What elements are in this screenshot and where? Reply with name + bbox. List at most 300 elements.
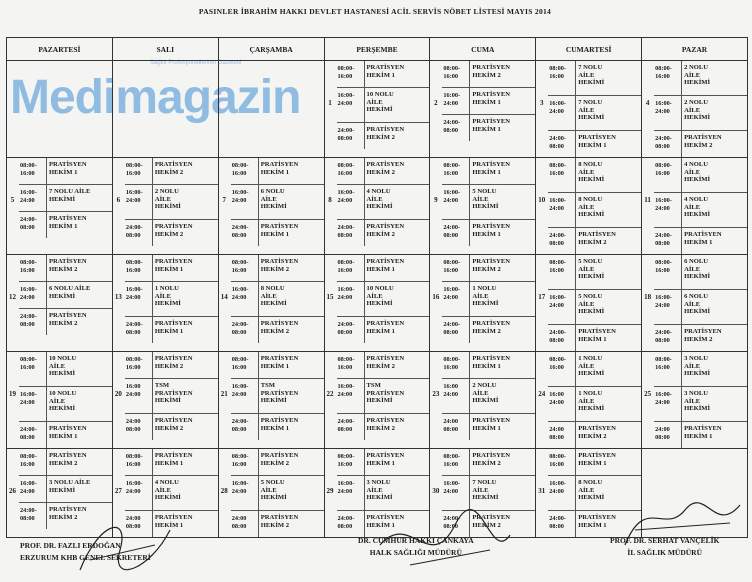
shift-time: 08:00- 16:00 [654,61,682,95]
day-number: 22 [326,390,334,398]
shift-row [337,379,430,414]
shift-staff: PRATİSYEN HEKİM 1 [154,258,193,273]
shift-staff: 1 NOLU AİLE HEKİMİ [578,355,605,378]
shift-time: 16:00- 24:00 [442,185,470,219]
day-number: 31 [538,487,546,495]
day-cell [324,352,430,449]
watermark-logo: Medimagazin [10,71,301,124]
shift-row [442,158,535,185]
shift-row [548,449,641,476]
shift-row [337,414,430,440]
shift-staff: 7 NOLU AİLE HEKİMİ [578,99,605,122]
shift-staff: PRATİSYEN HEKİM 2 [578,231,616,246]
shift-time: 24:00- 08:00 [19,309,47,335]
shift-row [337,352,430,379]
empty-day-cell [112,61,218,158]
shift-list [337,158,430,246]
shift-staff: PRATİSYEN HEKİM 1 [154,514,193,529]
signatory-name: PROF. DR. FAZLI ERDOĞAN [20,541,121,550]
signature-block-2 [358,535,474,559]
shift-time: 24:00- 08:00 [125,220,153,246]
shift-staff: 10 NOLU AİLE HEKİMİ [49,390,77,413]
header-wednesday: ÇARŞAMBA [218,38,324,61]
shift-staff: 4 NOLU AİLE HEKİMİ [684,161,711,184]
day-cell [7,158,113,255]
shift-time: 16:00- 24:00 [125,476,153,510]
day-number: 30 [432,487,440,495]
shift-list [654,158,747,254]
shift-list [548,158,641,254]
shift-list [337,61,430,149]
shift-row [548,61,641,96]
shift-time: 16:00 24:00 [125,379,153,413]
day-number: 19 [9,390,16,398]
shift-row [654,96,747,131]
empty-day-cell [218,61,324,158]
shift-list [125,255,218,343]
shift-staff: PRATİSYEN HEKİM 2 [260,452,299,467]
shift-time: 24:00- 08:00 [231,220,259,246]
shift-staff: TSM PRATİSYEN HEKİMİ [260,382,299,405]
shift-row [442,185,535,220]
shift-staff: 8 NOLU AİLE HEKİMİ [578,161,605,184]
shift-time: 16:00- 24:00 [231,185,259,219]
shift-time: 24:00- 08:00 [125,317,153,343]
shift-time: 16:00 24:00 [442,379,470,413]
shift-row [125,379,218,414]
shift-staff: PRATİSYEN HEKİM 2 [578,425,616,440]
shift-staff: PRATİSYEN HEKİM 2 [366,126,405,141]
shift-row [231,449,324,476]
shift-staff: 3 NOLU AİLE HEKİMİ [366,479,393,502]
day-number: 12 [9,293,16,301]
shift-row [337,158,430,185]
shift-time: 16:00- 24:00 [442,88,470,114]
shift-row [654,131,747,157]
watermark-subtitle: Sağlık Profesyonellerinin Gazetesi [150,60,242,66]
week-row [7,158,748,255]
shift-row [548,422,641,448]
shift-time: 08:00- 16:00 [548,61,576,95]
day-cell [430,352,536,449]
day-number: 21 [220,390,228,398]
shift-staff: 2 NOLU AİLE HEKİMİ [472,382,499,405]
day-number: 10 [538,196,546,204]
shift-time: 24:00- 08:00 [442,511,470,537]
shift-row [125,185,218,220]
shift-row [231,282,324,317]
day-cell [218,158,324,255]
day-cell [430,158,536,255]
shift-staff: PRATİSYEN HEKİM 1 [366,64,405,79]
header-saturday: CUMARTESİ [536,38,642,61]
shift-list [125,158,218,246]
shift-row [19,422,112,448]
shift-row [548,193,641,228]
shift-staff: PRATİSYEN HEKİM 1 [472,355,510,370]
day-number: 8 [328,196,332,204]
shift-staff: 5 NOLU AİLE HEKİMİ [578,293,605,316]
shift-list [654,352,747,448]
shift-time: 24:00 08:00 [125,414,153,440]
shift-time: 24:00- 08:00 [548,511,576,537]
shift-staff: 2 NOLU AİLE HEKİMİ [154,188,181,211]
shift-staff: 1 NOLU AİLE HEKİMİ [578,390,605,413]
shift-row [337,61,430,88]
shift-staff: 3 NOLU AİLE HEKİMİ [684,390,711,413]
day-cell [536,255,642,352]
day-number: 17 [538,293,546,301]
shift-staff: PRATİSYEN HEKİM 2 [472,514,510,529]
day-number: 15 [326,293,334,301]
shift-row [442,255,535,282]
shift-row [337,255,430,282]
duty-schedule-table [6,37,748,538]
day-number: 25 [644,390,652,398]
shift-staff: 2 NOLU AİLE HEKİMİ [684,64,711,87]
shift-staff: 6 NOLU AİLE HEKİMİ [260,188,287,211]
shift-list [19,158,112,238]
shift-staff: PRATİSYEN HEKİM 1 [684,425,722,440]
shift-staff: PRATİSYEN HEKİM 1 [154,452,193,467]
shift-time: 16:00- 24:00 [337,476,365,510]
day-cell [642,158,748,255]
shift-time: 16:00 24:00 [548,387,576,421]
shift-staff: 6 NOLU AİLE HEKİMİ [684,258,711,281]
shift-time: 08:00- 16:00 [548,352,576,386]
shift-list [231,158,324,246]
shift-staff: 7 NOLU AİLE HEKİMİ [49,188,91,203]
shift-staff: PRATİSYEN HEKİM 2 [154,161,193,176]
shift-staff: 4 NOLU AİLE HEKİMİ [366,188,393,211]
day-number: 9 [434,196,438,204]
shift-staff: PRATİSYEN HEKİM 1 [472,118,510,133]
shift-staff: PRATİSYEN HEKİM 1 [366,258,405,273]
day-number: 6 [116,196,121,204]
week-row [7,61,748,158]
shift-staff: PRATİSYEN HEKİM 1 [472,223,510,238]
shift-time: 08:00- 16:00 [337,158,365,184]
shift-list [337,352,430,440]
day-number: 4 [645,99,650,107]
shift-time: 08:00- 16:00 [442,449,470,475]
shift-time: 24:00- 08:00 [548,325,576,351]
shift-time: 24:00 08:00 [125,511,153,537]
shift-row [231,511,324,537]
shift-time: 24:00- 08:00 [19,212,47,238]
shift-row [19,158,112,185]
shift-row [231,476,324,511]
shift-row [654,228,747,254]
shift-time: 16:00- 24:00 [548,476,576,510]
shift-row [231,379,324,414]
shift-staff: PRATİSYEN HEKİM 1 [472,91,510,106]
shift-time: 16:00- 24:00 [19,282,47,308]
shift-staff: PRATİSYEN HEKİM 1 [472,161,510,176]
shift-row [442,414,535,440]
day-cell [642,352,748,449]
day-cell [112,158,218,255]
shift-staff: PRATİSYEN HEKİM 1 [578,452,616,467]
day-number: 26 [9,487,16,495]
day-cell [218,352,324,449]
day-cell [430,255,536,352]
shift-row [19,309,112,335]
shift-staff: PRATİSYEN HEKİM 1 [49,215,87,230]
shift-staff: 10 NOLU AİLE HEKİMİ [366,91,394,114]
day-cell [324,255,430,352]
shift-staff: PRATİSYEN HEKİM 2 [260,258,299,273]
shift-time: 08:00- 16:00 [442,255,470,281]
shift-time: 08:00- 16:00 [548,449,576,475]
shift-row [337,282,430,317]
shift-time: 16:00- 24:00 [231,379,259,413]
shift-row [337,88,430,123]
shift-staff: PRATİSYEN HEKİM 2 [366,355,405,370]
shift-staff: 7 NOLU AİLE HEKİMİ [578,64,605,87]
shift-row [654,255,747,290]
day-number: 13 [114,293,122,301]
shift-staff: 1 NOLU AİLE HEKİMİ [472,285,499,308]
schedule-body [7,61,748,538]
day-cell [7,255,113,352]
shift-row [231,414,324,440]
shift-time: 16:00- 24:00 [442,476,470,510]
shift-row [125,255,218,282]
shift-list [548,352,641,448]
shift-time: 24:00- 08:00 [231,414,259,440]
shift-row [231,352,324,379]
shift-staff: 6 NOLU AİLE HEKİMİ [49,285,91,300]
day-number: 11 [644,196,651,204]
shift-row [442,61,535,88]
shift-time: 24:00- 08:00 [654,228,682,254]
day-number: 14 [220,293,228,301]
shift-list [19,352,112,448]
shift-time: 08:00- 16:00 [337,255,365,281]
shift-staff: 4 NOLU AİLE HEKİMİ [684,196,711,219]
shift-row [442,88,535,115]
shift-list [548,61,641,157]
shift-staff: PRATİSYEN HEKİM 2 [49,506,87,521]
signature-block-1 [20,540,151,564]
shift-staff: PRATİSYEN HEKİM 2 [472,452,510,467]
shift-row [337,123,430,149]
shift-staff: PRATİSYEN HEKİM 2 [472,258,510,273]
shift-time: 24:00 08:00 [231,511,259,537]
shift-staff: 3 NOLU AİLE HEKİMİ [49,479,91,494]
day-cell [112,352,218,449]
shift-time: 24:00- 08:00 [548,131,576,157]
shift-list [654,61,747,157]
shift-time: 16:00- 24:00 [19,476,47,502]
shift-row [125,449,218,476]
shift-row [231,220,324,246]
shift-row [548,352,641,387]
shift-staff: TSM PRATİSYEN HEKİMİ [154,382,193,405]
shift-list [442,255,535,343]
shift-staff: 2 NOLU AİLE HEKİMİ [684,99,711,122]
header-thursday: PERŞEMBE [324,38,430,61]
shift-time: 16:00- 24:00 [125,185,153,219]
shift-staff: 8 NOLU AİLE HEKİMİ [578,479,605,502]
shift-row [442,379,535,414]
day-cell [218,255,324,352]
shift-staff: 7 NOLU AİLE HEKİMİ [472,479,499,502]
shift-time: 16:00- 24:00 [548,193,576,227]
shift-staff: PRATİSYEN HEKİM 1 [578,134,616,149]
shift-row [337,185,430,220]
shift-staff: PRATİSYEN HEKİM 1 [366,514,405,529]
shift-list [231,449,324,537]
shift-time: 16:00- 24:00 [337,379,365,413]
day-number: 23 [432,390,440,398]
shift-time: 24:00- 08:00 [442,220,470,246]
shift-staff: PRATİSYEN HEKİM 2 [472,320,510,335]
shift-list [231,255,324,343]
shift-time: 16:00- 24:00 [231,282,259,316]
shift-row [654,422,747,448]
shift-staff: 10 NOLU AİLE HEKİMİ [49,355,77,378]
day-cell [642,61,748,158]
shift-row [19,255,112,282]
shift-row [125,476,218,511]
shift-row [654,325,747,351]
signatory-title: ERZURUM KHB GENEL SEKRETERİ [20,553,151,562]
shift-staff: PRATİSYEN HEKİM 1 [578,514,616,529]
shift-time: 16:00- 24:00 [442,282,470,316]
shift-time: 08:00- 16:00 [125,352,153,378]
day-cell [642,255,748,352]
day-number: 29 [326,487,334,495]
shift-staff: PRATİSYEN HEKİM 2 [366,161,405,176]
shift-time: 24:00 08:00 [654,422,682,448]
shift-list [548,255,641,351]
shift-time: 16:00- 24:00 [337,185,365,219]
week-row [7,352,748,449]
shift-time: 24:00- 08:00 [337,220,365,246]
shift-staff: 1 NOLU AİLE HEKİMİ [154,285,181,308]
shift-staff: PRATİSYEN HEKİM 2 [684,134,722,149]
shift-row [548,96,641,131]
shift-time: 24:00- 08:00 [548,228,576,254]
shift-time: 08:00- 16:00 [19,158,47,184]
shift-staff: PRATİSYEN HEKİM 2 [49,452,87,467]
shift-row [337,317,430,343]
shift-time: 24:00- 08:00 [337,123,365,149]
shift-row [19,387,112,422]
day-number: 16 [432,293,440,301]
shift-time: 08:00- 16:00 [442,158,470,184]
shift-time: 08:00- 16:00 [231,352,259,378]
shift-staff: PRATİSYEN HEKİM 1 [260,355,299,370]
day-number: 1 [328,99,332,107]
shift-time: 08:00- 16:00 [654,158,682,192]
shift-time: 08:00- 16:00 [231,158,259,184]
shift-row [654,193,747,228]
day-number: 20 [114,390,122,398]
shift-row [231,255,324,282]
shift-list [442,61,535,141]
shift-staff: PRATİSYEN HEKİM 2 [472,64,510,79]
shift-time: 08:00- 16:00 [125,449,153,475]
day-cell [324,158,430,255]
shift-time: 24:00- 08:00 [654,325,682,351]
shift-time: 08:00- 16:00 [337,352,365,378]
empty-day-cell [7,61,113,158]
shift-row [548,325,641,351]
week-row [7,255,748,352]
shift-list [442,158,535,246]
day-cell [536,352,642,449]
shift-list [337,255,430,343]
shift-staff: PRATİSYEN HEKİM 2 [49,312,87,327]
shift-time: 24:00- 08:00 [442,115,470,141]
shift-time: 24:00 08:00 [548,422,576,448]
day-number: 18 [644,293,652,301]
shift-time: 16:00- 24:00 [337,282,365,316]
shift-time: 16:00- 24:00 [654,290,682,324]
shift-row [231,317,324,343]
shift-time: 24:00 08:00 [442,414,470,440]
shift-row [548,131,641,157]
shift-time: 08:00- 16:00 [337,449,365,475]
shift-time: 08:00- 16:00 [442,352,470,378]
weekday-header-row [7,38,748,61]
header-friday: CUMA [430,38,536,61]
shift-staff: PRATİSYEN HEKİM 2 [366,417,405,432]
day-number: 28 [220,487,228,495]
day-cell [7,352,113,449]
shift-staff: PRATİSYEN HEKİM 2 [260,514,299,529]
shift-time: 08:00- 16:00 [19,449,47,475]
shift-time: 16:00- 24:00 [337,88,365,122]
shift-row [19,185,112,212]
shift-row [337,220,430,246]
shift-row [654,61,747,96]
day-number: 27 [114,487,122,495]
shift-row [231,158,324,185]
shift-row [125,282,218,317]
shift-time: 16:00- 24:00 [125,282,153,316]
shift-row [125,317,218,343]
shift-time: 08:00- 16:00 [231,449,259,475]
header-tuesday: SALI [112,38,218,61]
day-number: 2 [434,99,438,107]
shift-staff: PRATİSYEN HEKİM 1 [49,425,87,440]
shift-staff: PRATİSYEN HEKİM 2 [366,223,405,238]
shift-time: 24:00- 08:00 [19,503,47,529]
day-number: 5 [10,196,15,204]
shift-time: 24:00- 08:00 [231,317,259,343]
day-cell [218,449,324,538]
document-title: PASINLER İBRAHİM HAKKI DEVLET HASTANESİ ACİL SERVİS NÖBET LİSTESİ MAYIS 2014 [198,7,552,16]
shift-staff: PRATİSYEN HEKİM 1 [684,231,722,246]
shift-row [125,158,218,185]
signatory-name: DR. CUMHUR HAKKI ÇANKAYA [358,536,474,545]
shift-row [654,387,747,422]
shift-staff: PRATİSYEN HEKİM 2 [49,258,87,273]
shift-staff: 8 NOLU AİLE HEKİMİ [578,196,605,219]
shift-time: 16:00- 24:00 [231,476,259,510]
shift-staff: PRATİSYEN HEKİM 2 [154,417,193,432]
shift-time: 16:00- 24:00 [654,387,682,421]
header-sunday: PAZAR [642,38,748,61]
shift-staff: PRATİSYEN HEKİM 1 [472,417,510,432]
shift-time: 16:00- 24:00 [654,96,682,130]
shift-staff: 5 NOLU AİLE HEKİMİ [260,479,287,502]
day-number: 3 [539,99,544,107]
